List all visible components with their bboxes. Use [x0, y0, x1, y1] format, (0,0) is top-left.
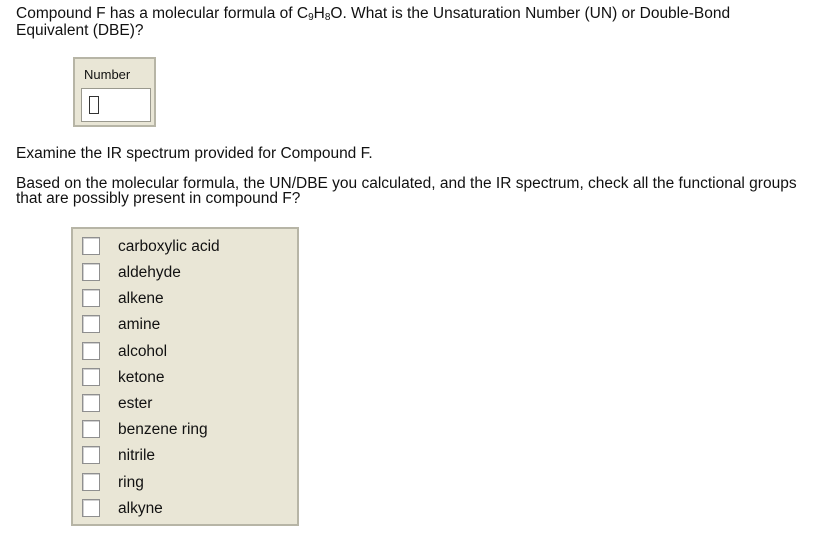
group-item-ring[interactable]: [73, 468, 297, 494]
formula-subscript-hydrogen: 8: [324, 12, 331, 23]
examine-instruction: Examine the IR spectrum provided for Compound F.: [16, 145, 373, 162]
question-part-3: O. What is the Unsaturation Number (UN) or Double-Bond Equivalent (DBE)?: [16, 5, 731, 39]
group-item-ketone[interactable]: [73, 363, 297, 389]
question-text: [16, 5, 806, 39]
checkbox[interactable]: [82, 473, 100, 491]
functional-groups-panel: [71, 227, 299, 526]
formula-subscript-carbon: 9: [308, 12, 314, 23]
group-item-carboxylic-acid[interactable]: [73, 232, 297, 258]
group-item-nitrile[interactable]: [73, 441, 297, 467]
group-item-benzene-ring[interactable]: [73, 415, 297, 441]
number-answer-panel: [73, 57, 156, 127]
input-cursor-icon: [89, 96, 99, 114]
group-label: ketone: [118, 369, 165, 386]
group-label: alkene: [118, 290, 164, 307]
number-input[interactable]: [104, 93, 144, 117]
group-label: amine: [118, 316, 161, 333]
checkbox[interactable]: [82, 289, 100, 307]
group-item-alcohol[interactable]: [73, 337, 297, 363]
checkbox[interactable]: [82, 237, 100, 255]
checkbox[interactable]: [82, 394, 100, 412]
group-item-ester[interactable]: [73, 389, 297, 415]
group-item-alkene[interactable]: [73, 284, 297, 310]
checkbox[interactable]: [82, 420, 100, 438]
number-label: Number: [84, 67, 131, 82]
checkbox[interactable]: [82, 499, 100, 517]
checkbox[interactable]: [82, 446, 100, 464]
group-item-aldehyde[interactable]: [73, 258, 297, 284]
group-label: ring: [118, 474, 144, 491]
group-label: aldehyde: [118, 264, 181, 281]
group-label: benzene ring: [118, 421, 208, 438]
checkbox[interactable]: [82, 368, 100, 386]
number-input-box[interactable]: [81, 88, 151, 122]
group-label: alcohol: [118, 343, 168, 360]
checkbox[interactable]: [82, 263, 100, 281]
group-label: ester: [118, 395, 153, 412]
group-item-amine[interactable]: [73, 310, 297, 336]
checkbox[interactable]: [82, 315, 100, 333]
group-label: carboxylic acid: [118, 238, 220, 255]
checkbox[interactable]: [82, 342, 100, 360]
question-part-2: H: [313, 5, 325, 22]
group-item-alkyne[interactable]: [73, 494, 297, 520]
question-part-1: Compound F has a molecular formula of C: [16, 5, 309, 22]
group-label: alkyne: [118, 500, 163, 517]
group-label: nitrile: [118, 447, 156, 464]
functional-groups-instruction: Based on the molecular formula, the UN/DBE you calculated, and the IR spectrum, check all the functional groups that are possibly present in compound F?: [16, 175, 797, 207]
